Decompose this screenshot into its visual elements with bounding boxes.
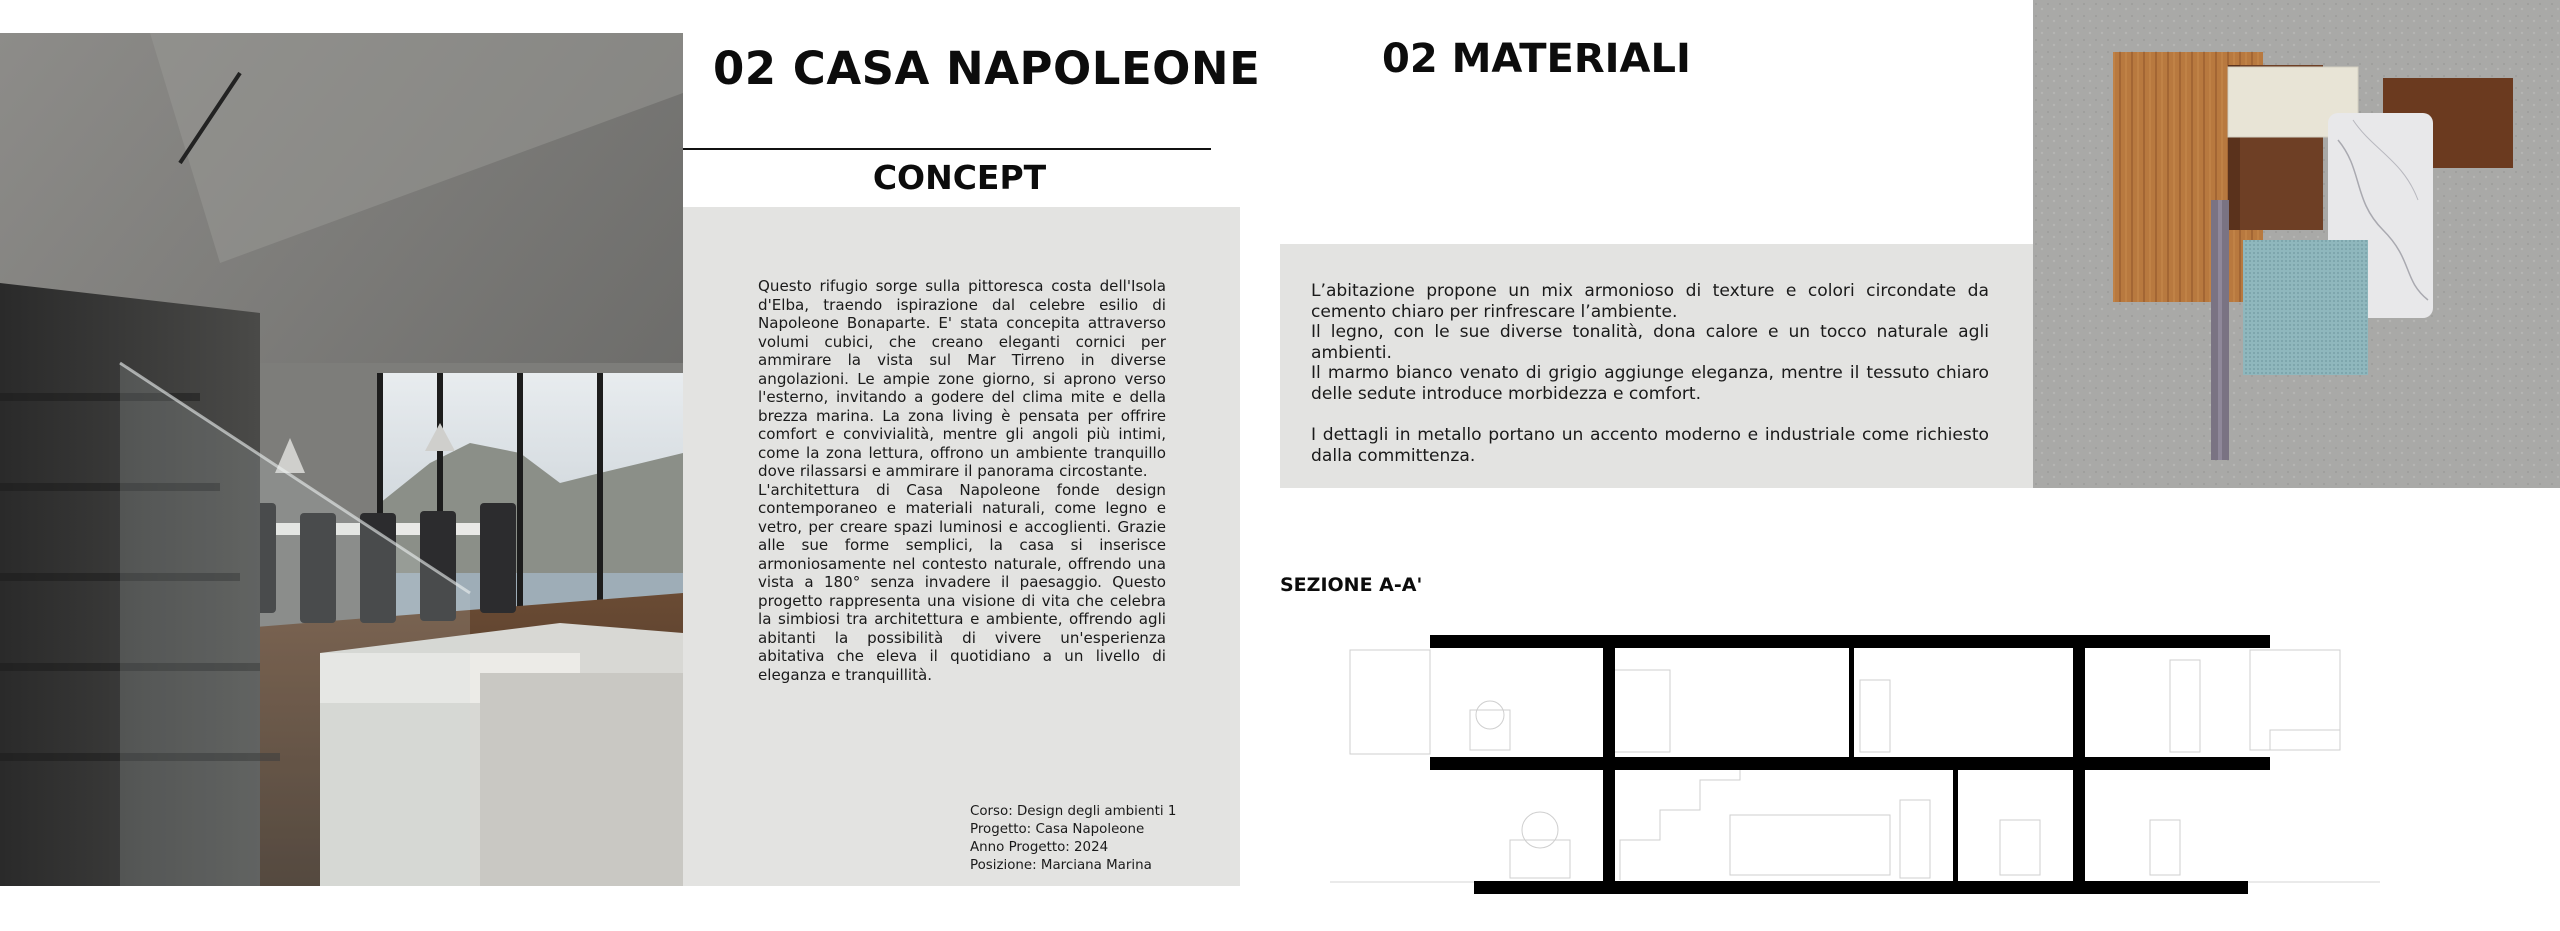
section-drawing xyxy=(1320,620,2420,900)
fabric-sample xyxy=(2243,240,2368,375)
paragraph-spacer xyxy=(1311,405,1989,426)
concept-heading: CONCEPT xyxy=(872,158,1047,197)
credit-project: Progetto: Casa Napoleone xyxy=(970,822,1145,837)
concept-body xyxy=(758,277,1166,684)
project-credits xyxy=(970,803,1176,875)
credit-location: Posizione: Marciana Marina xyxy=(970,858,1152,873)
materials-paragraph: Il legno, con le sue diverse tonalità, dona calore e un tocco naturale agli ambienti. xyxy=(1311,322,1989,363)
credit-course: Corso: Design degli ambienti 1 xyxy=(970,804,1177,819)
credit-year: Anno Progetto: 2024 xyxy=(970,840,1109,855)
interior-render-image xyxy=(0,33,683,886)
materials-paragraph: Il marmo bianco venato di grigio aggiunge eleganza, mentre il tessuto chiaro delle sedute introduce morbidezza e comfort. xyxy=(1311,363,1989,404)
section-label: SEZIONE A-A' xyxy=(1280,574,1423,596)
materials-title: 02 MATERIALI xyxy=(1382,36,1691,82)
materials-paragraph: I dettagli in metallo portano un accento moderno e industriale come richiesto dalla committenza. xyxy=(1311,425,1989,466)
title-divider xyxy=(683,148,1211,150)
materials-body xyxy=(1311,281,1989,466)
project-title: 02 CASA NAPOLEONE xyxy=(713,42,1261,95)
material-moodboard-image xyxy=(2033,0,2560,488)
materials-paragraph: L’abitazione propone un mix armonioso di texture e colori circondate da cemento chiaro per rinfrescare l’ambiente. xyxy=(1311,281,1989,322)
concept-paragraph: L'architettura di Casa Napoleone fonde design contemporaneo e materiali naturali, come legno e vetro, per creare spazi luminosi e accoglienti. Grazie alle sue forme semplici, la casa si inserisce armoniosamente nel contesto naturale, offrendo una vista a 180° senza invadere il paesaggio. Questo progetto rappresenta una visione di vita che celebra la simbiosi tra architettura e ambiente, offrendo agli abitanti la possibilità di vivere un'esperienza abitativa che eleva il quotidiano a un livello di eleganza e tranquillità. xyxy=(758,480,1166,684)
concept-paragraph: Questo rifugio sorge sulla pittoresca costa dell'Isola d'Elba, traendo ispirazione dal celebre esilio di Napoleone Bonaparte. E' stata concepita attraverso volumi cubici, che creano eleganti cornici per ammirare la vista sul Mar Tirreno in diverse angolazioni. Le ampie zone giorno, si aprono verso l'esterno, invitando a godere del clima mite e della brezza marina. La zona living è pensata per offrire comfort e convivialità, mentre gli angoli più intimi, come la zona lettura, offrono un ambiente tranquillo dove rilassarsi e ammirare il panorama circostante. xyxy=(758,277,1166,480)
